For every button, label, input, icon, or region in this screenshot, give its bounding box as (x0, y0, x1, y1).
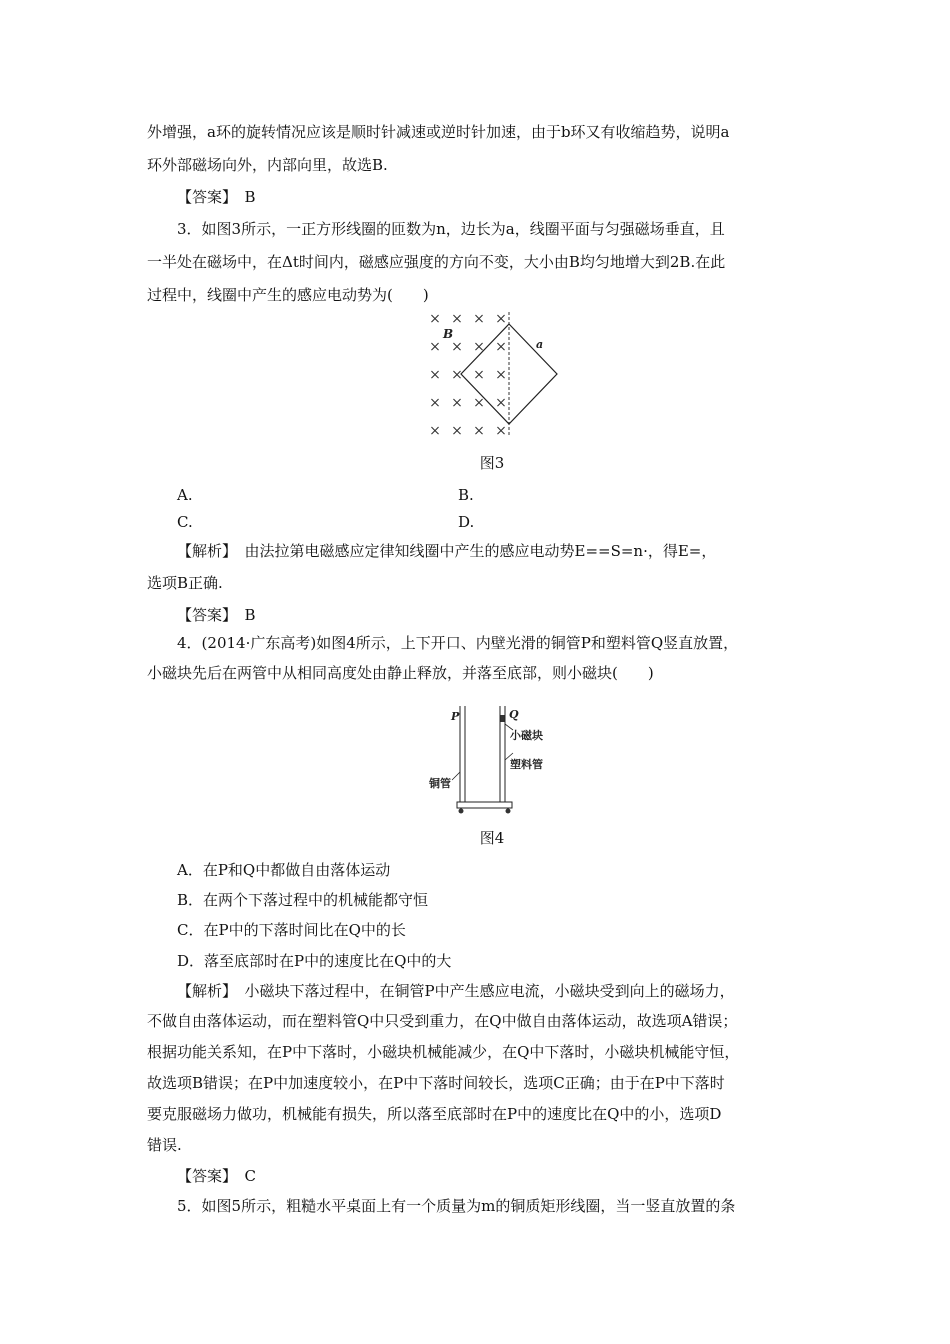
field-cross: × (429, 311, 441, 327)
base-foot (506, 809, 511, 814)
field-cross: × (451, 311, 463, 327)
question-4-line: 4．(2014·广东高考)如图4所示，上下开口、内壁光滑的铜管P和塑料管Q竖直放置， (177, 634, 739, 652)
label-copper-tube: 铜管 (429, 777, 451, 790)
text-line: 外增强，a环的旋转情况应该是顺时针减速或逆时针加速，由于b环又有收缩趋势，说明a (147, 123, 730, 141)
field-cross: × (495, 311, 507, 327)
field-cross: × (495, 423, 507, 438)
analysis-line: 不做自由落体运动，而在塑料管Q中只受到重力，在Q中做自由落体运动，故选项A错误； (147, 1012, 738, 1030)
analysis-line: 【解析】 小磁块下落过程中，在铜管P中产生感应电流，小磁块受到向上的磁场力， (177, 982, 735, 1000)
text-line: 环外部磁场向外，内部向里，故选B. (147, 156, 388, 174)
answer-line: 【答案】 C (177, 1167, 256, 1185)
field-cross: × (473, 395, 485, 411)
field-cross: × (451, 395, 463, 411)
figure-4-diagram (425, 700, 565, 818)
option-d: D. (458, 513, 475, 531)
field-cross: × (495, 367, 507, 383)
q4-option-b: B．在两个下落过程中的机械能都守恒 (177, 891, 429, 909)
q4-option-c: C．在P中的下落时间比在Q中的长 (177, 921, 406, 939)
field-cross: × (495, 339, 507, 355)
answer-line: 【答案】 B (177, 188, 256, 206)
field-cross: × (495, 395, 507, 411)
field-cross: × (429, 395, 441, 411)
label-B: B (443, 327, 454, 341)
question-5-line: 5．如图5所示，粗糙水平桌面上有一个质量为m的铜质矩形线圈，当一竖直放置的条 (177, 1197, 736, 1215)
analysis-line: 错误. (147, 1136, 182, 1154)
question-3-line: 3．如图3所示，一正方形线圈的匝数为n，边长为a，线圈平面与匀强磁场垂直，且 (177, 220, 725, 238)
field-cross: × (473, 423, 485, 438)
field-cross: × (429, 367, 441, 383)
analysis-line: 选项B正确. (147, 574, 223, 592)
small-magnet (501, 715, 505, 722)
label-Q: Q (509, 708, 519, 721)
label-magnet: 小磁块 (510, 729, 543, 742)
analysis-line: 要克服磁场力做功，机械能有损失，所以落至底部时在P中的速度比在Q中的小，选项D (147, 1105, 722, 1123)
field-cross: × (451, 423, 463, 438)
answer-line: 【答案】 B (177, 606, 256, 624)
field-cross: × (473, 339, 485, 355)
question-3-line: 一半处在磁场中，在Δt时间内，磁感应强度的方向不变，大小由B均匀地增大到2B.在此 (147, 253, 726, 271)
option-a: A. (177, 486, 193, 504)
stand-base (457, 802, 512, 808)
label-a: a (536, 338, 544, 351)
analysis-line: 故选项B错误；在P中加速度较小，在P中下落时间较长，选项C正确；由于在P中下落时 (147, 1074, 725, 1092)
q4-option-d: D．落至底部时在P中的速度比在Q中的大 (177, 952, 452, 970)
label-P: P (451, 710, 460, 723)
question-3-line: 过程中，线圈中产生的感应电动势为( ) (147, 286, 429, 304)
field-cross: × (429, 339, 441, 355)
figure-3-diagram (420, 308, 570, 438)
field-cross: × (473, 311, 485, 327)
option-b: B. (458, 486, 474, 504)
field-cross: × (451, 339, 463, 355)
q4-option-a: A．在P和Q中都做自由落体运动 (177, 861, 391, 879)
option-c: C. (177, 513, 193, 531)
label-plastic-tube: 塑料管 (510, 758, 543, 771)
copper-leader-line (452, 772, 460, 780)
figure-3-caption: 图3 (479, 454, 505, 472)
analysis-line: 根据功能关系知，在P中下落时，小磁块机械能减少，在Q中下落时，小磁块机械能守恒， (147, 1043, 740, 1061)
figure-4-caption: 图4 (479, 829, 505, 847)
field-cross: × (473, 367, 485, 383)
base-foot (459, 809, 464, 814)
field-cross: × (451, 367, 463, 383)
field-cross: × (429, 423, 441, 438)
analysis-line: 【解析】 由法拉第电磁感应定律知线圈中产生的感应电动势E==S=n·，得E=， (177, 542, 717, 560)
question-4-line: 小磁块先后在两管中从相同高度处由静止释放，并落至底部，则小磁块( ) (147, 664, 654, 682)
